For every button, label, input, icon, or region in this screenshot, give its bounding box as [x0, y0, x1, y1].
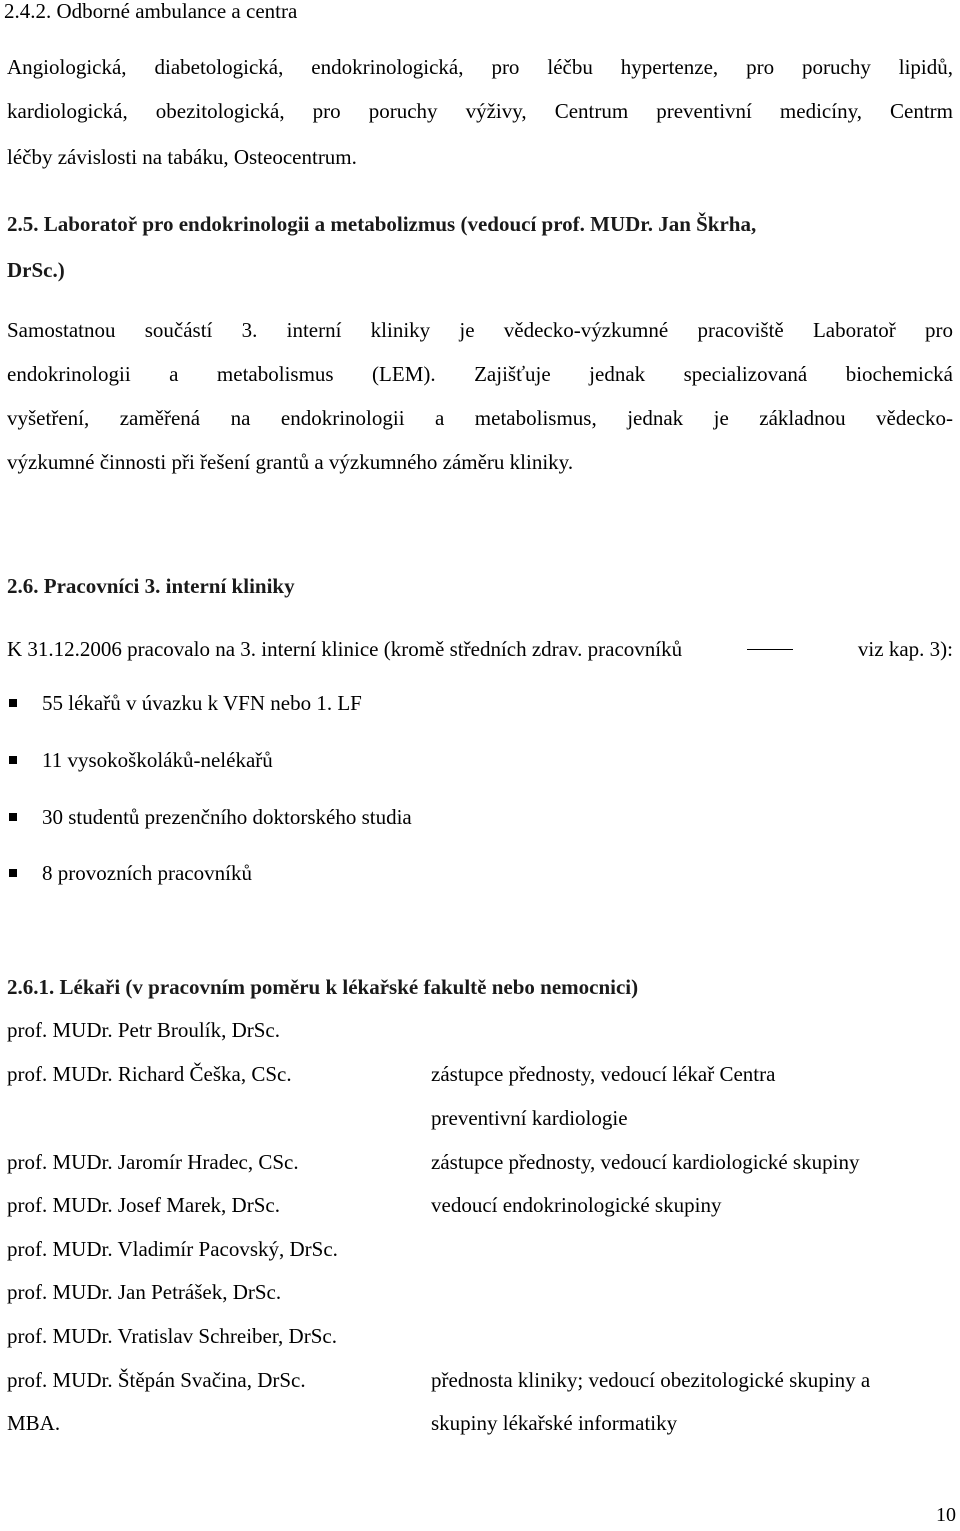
em-dash: [747, 649, 793, 650]
section-heading-2-5: 2.5. Laboratoř pro endokrinologii a metabolizmus (vedoucí prof. MUDr. Jan Škrha,: [7, 212, 757, 236]
staff-role: skupiny lékařské informatiky: [431, 1411, 678, 1435]
bullet-item: 11 vysokoškoláků-nelékařů: [42, 748, 273, 772]
bullet-item: 30 studentů prezenčního doktorského studia: [42, 805, 412, 829]
paragraph-line: Samostatnou součástí 3. interní kliniky je vědecko-výzkumné pracoviště Laboratoř pro: [7, 318, 953, 342]
staff-role: zástupce přednosty, vedoucí kardiologické skupiny: [431, 1150, 860, 1174]
staff-name: prof. MUDr. Josef Marek, DrSc.: [7, 1193, 280, 1217]
paragraph-line: léčby závislosti na tabáku, Osteocentrum.: [7, 145, 357, 169]
staff-role: vedoucí endokrinologické skupiny: [431, 1193, 722, 1217]
paragraph-line: výzkumné činnosti při řešení grantů a výzkumného záměru kliniky.: [7, 450, 574, 474]
staff-role: zástupce přednosty, vedoucí lékař Centra: [431, 1062, 776, 1086]
staff-name: prof. MUDr. Vratislav Schreiber, DrSc.: [7, 1324, 337, 1348]
staff-name: prof. MUDr. Jan Petrášek, DrSc.: [7, 1280, 282, 1304]
paragraph-line: Angiologická, diabetologická, endokrinologická, pro léčbu hypertenze, pro poruchy lipidů,: [7, 55, 953, 79]
section-heading-2-4-2: 2.4.2. Odborné ambulance a centra: [4, 0, 298, 23]
section-heading-2-6: 2.6. Pracovníci 3. interní kliniky: [7, 574, 295, 598]
intro-line: [7, 637, 953, 662]
staff-name: prof. MUDr. Richard Češka, CSc.: [7, 1062, 292, 1086]
staff-role: preventivní kardiologie: [431, 1106, 628, 1130]
bullet-icon: [9, 869, 17, 877]
page-number: 10: [936, 1504, 956, 1526]
paragraph-line: endokrinologii a metabolismus (LEM). Zajišťuje jednak specializovaná biochemická: [7, 362, 953, 386]
staff-name: prof. MUDr. Jaromír Hradec, CSc.: [7, 1150, 299, 1174]
section-heading-2-6-1: 2.6.1. Lékaři (v pracovním poměru k lékařské fakultě nebo nemocnici): [7, 975, 639, 999]
intro-text: K 31.12.2006 pracovalo na 3. interní klinice (kromě středních zdrav. pracovníků: [7, 637, 683, 661]
staff-role: přednosta kliniky; vedoucí obezitologické skupiny a: [431, 1368, 871, 1392]
paragraph-line: kardiologická, obezitologická, pro poruchy výživy, Centrum preventivní medicíny, Centrm: [7, 99, 953, 123]
paragraph-line: vyšetření, zaměřená na endokrinologii a metabolismus, jednak je základnou vědecko-: [7, 406, 953, 430]
bullet-icon: [9, 699, 17, 707]
intro-ref: viz kap. 3):: [857, 637, 953, 661]
bullet-icon: [9, 813, 17, 821]
bullet-item: 55 lékařů v úvazku k VFN nebo 1. LF: [42, 691, 362, 715]
staff-name: prof. MUDr. Štěpán Svačina, DrSc.: [7, 1368, 306, 1392]
staff-name: prof. MUDr. Vladimír Pacovský, DrSc.: [7, 1237, 338, 1261]
staff-name: prof. MUDr. Petr Broulík, DrSc.: [7, 1018, 280, 1042]
staff-name: MBA.: [7, 1411, 61, 1435]
bullet-icon: [9, 756, 17, 764]
bullet-item: 8 provozních pracovníků: [42, 861, 252, 885]
section-heading-2-5-cont: DrSc.): [7, 258, 65, 282]
